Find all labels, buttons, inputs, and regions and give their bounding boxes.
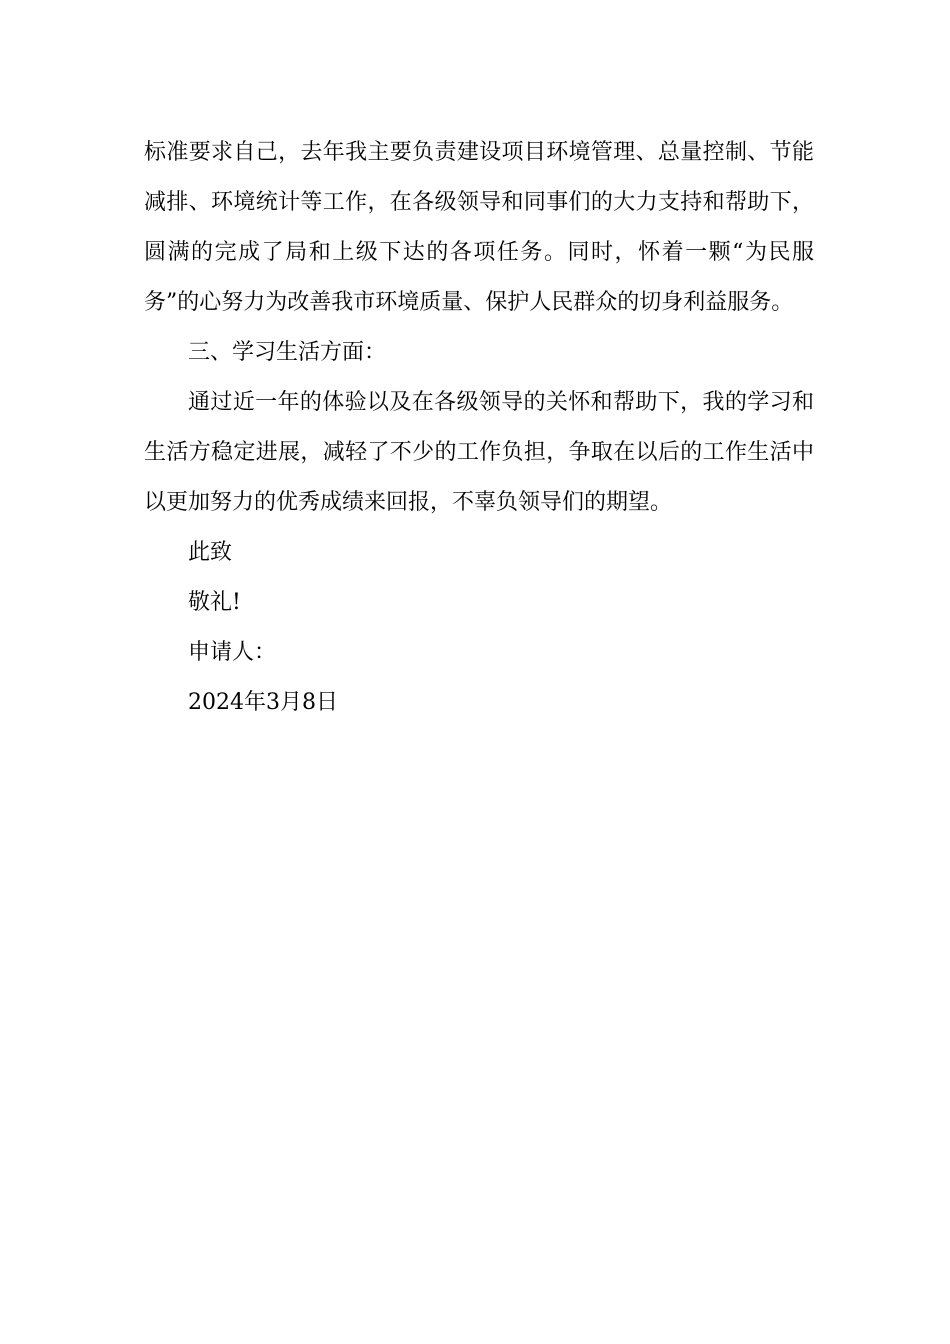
document-date: 2024年3月8日 [188, 690, 338, 715]
paragraph-work-continued: 标准要求自己，去年我主要负责建设项目环境管理、总量控制、节能减排、环境统计等工作，在各级领导和同事们的大力支持和帮助下，圆满的完成了局和上级下达的各项任务。同时，怀着一颗“为民服务”的心努力为改善我市环境质量、保护人民群众的切身利益服务。 [144, 140, 814, 315]
closing-salutation: 此致 [188, 540, 233, 565]
document-body [144, 128, 814, 728]
paragraph-study-life: 通过近一年的体验以及在各级领导的关怀和帮助下，我的学习和生活方稳定进展，减轻了不少的工作负担，争取在以后的工作生活中以更加努力的优秀成绩来回报，不辜负领导们的期望。 [144, 390, 814, 515]
section-heading-study-life: 三、学习生活方面： [188, 340, 387, 365]
closing-regards: 敬礼! [188, 590, 241, 615]
applicant-label: 申请人： [188, 640, 277, 665]
